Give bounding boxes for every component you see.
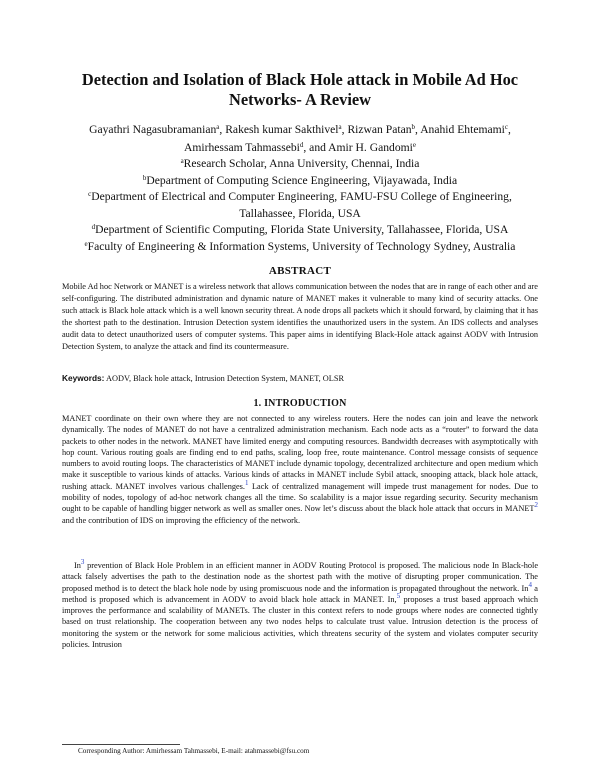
affiliation-mark: d	[91, 223, 96, 232]
affiliation-mark: b	[142, 173, 147, 182]
author-affiliation-mark: a	[216, 123, 220, 131]
affiliation-list	[52, 156, 548, 256]
author-affiliation-mark: c	[504, 123, 508, 131]
citation-link[interactable]: 5	[396, 591, 401, 600]
affiliation-text: Research Scholar, Anna University, Chennai, India	[183, 157, 420, 170]
footnote-divider	[62, 744, 180, 745]
paragraph-text: and the contribution of IDS on improving the efficiency of the network.	[62, 515, 301, 525]
paragraph-text: Lack of centralized management will impede trust management for nodes. Due to mobility of nodes, topology of ad-hoc network changes all the time. So scalability is a major issue regarding security. Security mechanism ought to be capable of handling bigger network as well as smaller ones. Now let’s discuss about the black hole attack that occurs in MANET	[62, 481, 538, 514]
author-list	[52, 121, 548, 157]
affiliation-mark: c	[88, 190, 92, 199]
author-line-2: Amirhessam Tahmassebi$^d$, and Amir H. Gandomi$^e$	[184, 141, 416, 154]
affiliation-text: Tallahassee, Florida, USA	[239, 206, 361, 220]
citation-link[interactable]: 3	[80, 558, 85, 566]
author-name: Amirhessam Tahmassebi	[184, 141, 300, 154]
author-affiliation-mark: d	[299, 141, 304, 149]
affiliation	[52, 156, 548, 173]
citation-link[interactable]: 4	[528, 580, 532, 589]
affiliation-text: Faculty of Engineering & Information Systems, University of Technology Sydney, Australia	[87, 239, 516, 253]
affiliation-mark: a	[180, 157, 184, 165]
keywords	[62, 372, 538, 385]
affiliation	[52, 173, 548, 190]
citation-link[interactable]: 1	[245, 478, 249, 487]
intro-paragraph-2	[62, 560, 538, 650]
citation-link[interactable]: 2	[534, 501, 538, 510]
affiliation-text: Department of Electrical and Computer Engineering, FAMU-FSU College of Engineering,	[91, 190, 512, 204]
author-affiliation-mark: e	[412, 141, 416, 149]
author-name: Rizwan Patan	[347, 123, 412, 136]
affiliation	[52, 206, 548, 223]
paragraph-text: prevention of Black Hole Problem in an efficient manner in AODV Routing Protocol is proposed. The malicious node In Black-hole attack falsely advertises the path to the destination node as the shortest path with the motive of disrupting proper communication. The proposed method is to detect the black hole node by using promiscuous node and the information is propagated throughout the network. In	[62, 561, 538, 593]
paragraph-text: In	[74, 561, 81, 570]
author-name: and Amir H. Gandomi	[309, 141, 413, 154]
author-name: Anahid Ehtemami	[420, 123, 505, 136]
abstract-heading: ABSTRACT	[268, 265, 332, 277]
affiliation	[52, 222, 548, 239]
paper-title: Detection and Isolation of Black Hole attack in Mobile Ad Hoc Networks- A Review	[81, 70, 519, 109]
affiliation-text: Department of Computing Science Engineering, Vijayawada, India	[146, 173, 458, 187]
affiliation-text: Department of Scientific Computing, Florida State University, Tallahassee, Florida, USA	[95, 223, 509, 237]
author-name: Rakesh kumar Sakthivel	[225, 123, 339, 136]
paragraph-text: MANET coordinate on their own where they are not connected to any wireless routers. Here the nodes can join and leave the network dynamically. The nodes of MANET do not have a centralized administration mechanism. Each node acts as a “router” to forward the data packets to other nodes in the network. MANET have limited energy and computing resources. Bandwidth decreases with asymptotically with hop count. Various routing goals are finding end to end paths, scaling, loop free, route maintenance. Control message consists of sequence numbers to avoid routing loops. The characteristics of MANET include dynamic topology, decentralized architecture and open medium which make it susceptible to various kinds of attacks. Various kinds of attacks in MANET include Sybil attack, snooping attack, black hole attack, rushing attack. MANET involves various challenges.	[62, 414, 538, 491]
author-affiliation-mark: a	[338, 123, 342, 131]
keywords-label: Keywords:	[62, 373, 105, 383]
author-affiliation-mark: b	[411, 123, 416, 131]
section-heading: 1. INTRODUCTION	[253, 398, 347, 409]
abstract-text: Mobile Ad hoc Network or MANET is a wireless network that allows communication between the nodes that are in range of each other and are self-configuring. The distributed administration and dynamic nature of MANET makes it vulnerable to many kind of security attacks. One such attack is Black hole attack which is a well known security threat. A node drops all packets which it should forward, by claiming that it has the shortest path to the destination. Intrusion Detection system identifies the unauthorized users in the system. An IDS collects and analyses audit data to detect unauthorized users of computer systems. This paper aims in identifying Black-Hole attack against AODV with Intrusion Detection System, to analyze the attack and find its countermeasure.	[62, 282, 538, 352]
paragraph-text: a method is proposed which is advancement in AODV to avoid black hole attack in MANET. In,	[62, 583, 538, 604]
affiliation	[52, 189, 548, 206]
keywords-text: AODV, Black hole attack, Intrusion Detection System, MANET, OLSR	[106, 374, 345, 383]
affiliation	[52, 239, 548, 256]
author-name: Gayathri Nagasubramanian	[89, 123, 217, 136]
affiliation-mark: e	[84, 239, 88, 248]
intro-paragraph-1	[62, 413, 538, 526]
paragraph-text: proposes a trust based approach which improves the performance and scalability of MANETs. The cluster in this context refers to node groups where nodes are connected tightly based on trust relationship. The cooperation between any two nodes helps to calculate trust value. Intrusion detection is the process of monitoring the system or the network for some malicious activities, which threatens security of the system and violates computer security policies. Intrusion	[62, 594, 538, 650]
footnote: Corresponding Author: Amirhessam Tahmassebi, E-mail: atahmassebi@fsu.com	[78, 747, 310, 755]
author-line-1: Gayathri Nagasubramanian$^a$, Rakesh kumar Sakthivel$^a$, Rizwan Patan$^b$, Anahid Ehtemami$^c$,	[89, 123, 511, 136]
